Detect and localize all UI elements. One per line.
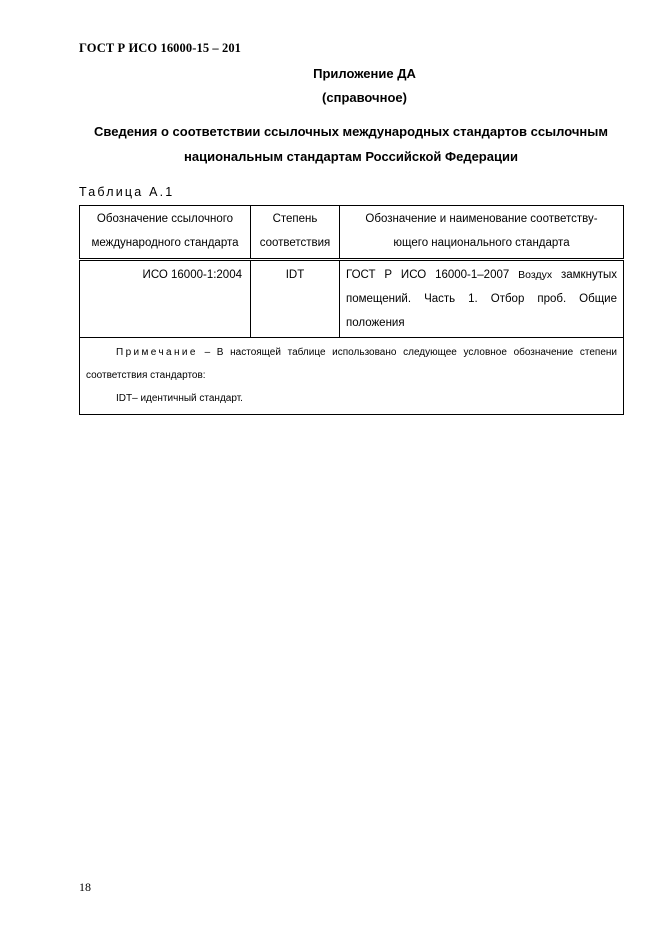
national-name-start: Воздух [518,269,553,281]
appendix-heading [34,62,661,110]
table-note-row [80,338,624,415]
national-name-rest: замкнутых помещений. Часть 1. Отбор проб. Общие положения [346,269,617,329]
header-cell-line: международного стандарта [91,237,239,249]
table-row [80,260,624,338]
cell-intl-standard: ИСО 16000-1:2004 [80,260,251,338]
section-title-line1: Сведения о соответствии ссылочных международных стандартов ссылочным [94,124,608,139]
table-caption: Таблица А.1 [79,185,175,199]
appendix-subtitle: (справочное) [322,90,407,105]
national-designation: ГОСТ Р ИСО 16000-1–2007 [346,269,510,281]
header-cell-line: соответствия [259,237,331,249]
header-intl-standard [80,206,251,260]
header-cell-line: Обозначение ссылочного [96,213,234,225]
section-title [78,119,624,169]
note-legend: IDT– идентичный стандарт. [116,393,243,404]
note-label: Примечание [116,347,198,358]
note-text: – В настоящей таблице использовано следующее условное обозначение степени соответствия стандартов: [86,347,617,381]
header-cell-line: Обозначение и наименование соответству- [365,213,598,225]
header-national-standard [340,206,624,260]
cell-degree: IDT [251,260,340,338]
correspondence-table [79,205,624,415]
document-header: ГОСТ Р ИСО 16000-15 – 201 [79,41,242,55]
header-cell-line: ющего национального стандарта [393,237,570,249]
table-header-row [80,206,624,260]
table-note [80,338,624,415]
cell-national-standard [340,260,624,338]
header-cell-line: Степень [272,213,318,225]
section-title-line2: национальным стандартам Российской Федерации [184,149,518,164]
page-number: 18 [79,880,91,894]
appendix-title: Приложение ДА [313,66,416,81]
note-paragraph [86,341,617,387]
header-degree [251,206,340,260]
